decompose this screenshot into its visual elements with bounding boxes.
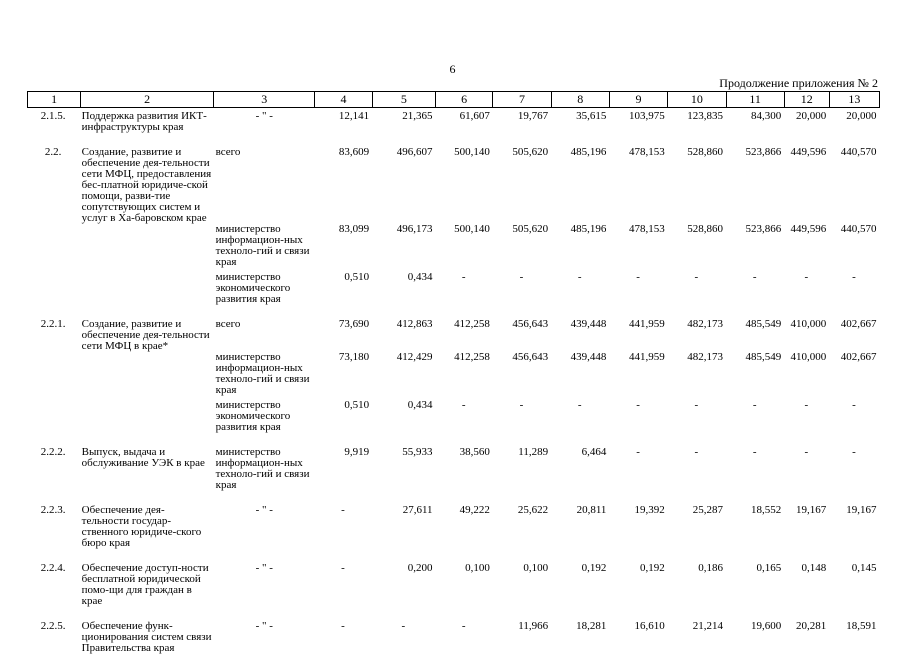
value-cell: 18,281: [551, 607, 609, 654]
value-cell: 0,165: [726, 549, 784, 607]
value-cell: 500,140: [436, 133, 493, 224]
value-cell: -: [726, 433, 784, 491]
page-number: 6: [0, 62, 905, 77]
value-cell: 412,863: [372, 305, 435, 352]
table-row: [28, 305, 880, 352]
responsible-party: министерство экономического развития края: [214, 396, 315, 433]
value-cell: -: [784, 433, 829, 491]
value-cell: 0,192: [609, 549, 667, 607]
item-name: Обеспечение доступ-ности бесплатной юридической помо-щи для граждан в крае: [81, 549, 214, 607]
header-cell: 12: [784, 92, 829, 108]
responsible-party: министерство информацион-ных техноло-гий и связи края: [214, 224, 315, 268]
value-cell: 440,570: [829, 224, 879, 268]
value-cell: 441,959: [609, 352, 667, 396]
value-cell: 0,192: [551, 549, 609, 607]
header-cell: 8: [551, 92, 609, 108]
value-cell: 73,180: [315, 352, 372, 396]
header-cell: 1: [28, 92, 81, 108]
item-number: 2.2.2.: [28, 433, 81, 491]
table-row: [28, 491, 880, 549]
header-cell: 9: [609, 92, 667, 108]
header-cell: 11: [726, 92, 784, 108]
item-number: 2.1.5.: [28, 108, 81, 134]
item-name: [81, 352, 214, 396]
value-cell: 528,860: [668, 133, 726, 224]
item-name: [81, 268, 214, 305]
value-cell: 19,767: [493, 108, 551, 134]
table-row: [28, 133, 880, 224]
value-cell: 496,173: [372, 224, 435, 268]
item-name: [81, 224, 214, 268]
value-cell: 410,000: [784, 352, 829, 396]
item-name: Выпуск, выдача и обслуживание УЭК в крае: [81, 433, 214, 491]
table-row: [28, 396, 880, 433]
item-name: Поддержка развития ИКТ-инфраструктуры края: [81, 108, 214, 134]
continuation-label: Продолжение приложения № 2: [719, 76, 878, 91]
value-cell: -: [493, 396, 551, 433]
value-cell: -: [315, 491, 372, 549]
value-cell: 6,464: [551, 433, 609, 491]
value-cell: -: [726, 268, 784, 305]
value-cell: -: [668, 396, 726, 433]
item-number: [28, 224, 81, 268]
value-cell: 439,448: [551, 305, 609, 352]
responsible-party: - " -: [214, 491, 315, 549]
value-cell: 0,186: [668, 549, 726, 607]
table-row: [28, 268, 880, 305]
value-cell: -: [609, 268, 667, 305]
value-cell: -: [784, 268, 829, 305]
header-cell: 5: [372, 92, 435, 108]
value-cell: 11,289: [493, 433, 551, 491]
value-cell: 505,620: [493, 133, 551, 224]
header-cell: 6: [436, 92, 493, 108]
responsible-party: - " -: [214, 607, 315, 654]
value-cell: 83,099: [315, 224, 372, 268]
value-cell: 482,173: [668, 352, 726, 396]
value-cell: 496,607: [372, 133, 435, 224]
value-cell: 0,510: [315, 396, 372, 433]
value-cell: -: [551, 396, 609, 433]
value-cell: 20,000: [829, 108, 879, 134]
header-cell: 4: [315, 92, 372, 108]
value-cell: 20,811: [551, 491, 609, 549]
item-number: 2.2.1.: [28, 305, 81, 352]
value-cell: -: [668, 268, 726, 305]
value-cell: 485,549: [726, 352, 784, 396]
table-row: [28, 352, 880, 396]
value-cell: 0,148: [784, 549, 829, 607]
value-cell: 0,434: [372, 268, 435, 305]
value-cell: -: [726, 396, 784, 433]
value-cell: 505,620: [493, 224, 551, 268]
value-cell: -: [436, 396, 493, 433]
header-row: [28, 92, 880, 108]
value-cell: 500,140: [436, 224, 493, 268]
header-cell: 3: [214, 92, 315, 108]
item-name: Обеспечение дея-тельности государ-ственного юридиче-ского бюро края: [81, 491, 214, 549]
value-cell: 485,196: [551, 133, 609, 224]
item-number: [28, 396, 81, 433]
value-cell: 9,919: [315, 433, 372, 491]
value-cell: 20,281: [784, 607, 829, 654]
value-cell: -: [829, 268, 879, 305]
header-cell: 7: [493, 92, 551, 108]
value-cell: -: [493, 268, 551, 305]
value-cell: 55,933: [372, 433, 435, 491]
budget-table: [27, 91, 880, 654]
value-cell: 441,959: [609, 305, 667, 352]
item-number: 2.2.5.: [28, 607, 81, 654]
item-number: 2.2.: [28, 133, 81, 224]
value-cell: 20,000: [784, 108, 829, 134]
value-cell: 123,835: [668, 108, 726, 134]
value-cell: 21,214: [668, 607, 726, 654]
value-cell: 18,552: [726, 491, 784, 549]
item-name: Создание, развитие и обеспечение дея-тельности сети МФЦ, предоставления бес-платной юридиче-ской помощи, разви-тие сопутствующих систем и услуг в Ха-баровском крае: [81, 133, 214, 224]
header-cell: 13: [829, 92, 879, 108]
value-cell: 0,510: [315, 268, 372, 305]
value-cell: 73,690: [315, 305, 372, 352]
item-number: 2.2.4.: [28, 549, 81, 607]
item-name: Создание, развитие и обеспечение дея-тельности сети МФЦ в крае*: [81, 305, 214, 352]
value-cell: -: [315, 549, 372, 607]
table-row: [28, 607, 880, 654]
value-cell: -: [784, 396, 829, 433]
value-cell: -: [315, 607, 372, 654]
value-cell: 528,860: [668, 224, 726, 268]
value-cell: -: [436, 607, 493, 654]
value-cell: 478,153: [609, 224, 667, 268]
responsible-party: всего: [214, 305, 315, 352]
value-cell: 0,100: [436, 549, 493, 607]
responsible-party: министерство экономического развития края: [214, 268, 315, 305]
header-cell: 10: [668, 92, 726, 108]
value-cell: 103,975: [609, 108, 667, 134]
value-cell: -: [609, 433, 667, 491]
value-cell: -: [551, 268, 609, 305]
value-cell: 0,145: [829, 549, 879, 607]
value-cell: 35,615: [551, 108, 609, 134]
value-cell: 49,222: [436, 491, 493, 549]
responsible-party: всего: [214, 133, 315, 224]
item-name: Обеспечение функ-ционирования систем связи Правительства края: [81, 607, 214, 654]
value-cell: 456,643: [493, 305, 551, 352]
value-cell: 61,607: [436, 108, 493, 134]
value-cell: 440,570: [829, 133, 879, 224]
header-cell: 2: [81, 92, 214, 108]
value-cell: 27,611: [372, 491, 435, 549]
value-cell: 25,287: [668, 491, 726, 549]
value-cell: 19,392: [609, 491, 667, 549]
value-cell: 402,667: [829, 352, 879, 396]
value-cell: 410,000: [784, 305, 829, 352]
responsible-party: - " -: [214, 549, 315, 607]
table-row: [28, 549, 880, 607]
value-cell: 19,600: [726, 607, 784, 654]
responsible-party: министерство информацион-ных техноло-гий и связи края: [214, 352, 315, 396]
value-cell: 38,560: [436, 433, 493, 491]
value-cell: -: [668, 433, 726, 491]
value-cell: 449,596: [784, 133, 829, 224]
item-number: [28, 352, 81, 396]
value-cell: 0,434: [372, 396, 435, 433]
item-number: 2.2.3.: [28, 491, 81, 549]
value-cell: 0,200: [372, 549, 435, 607]
value-cell: -: [829, 433, 879, 491]
value-cell: 21,365: [372, 108, 435, 134]
value-cell: 19,167: [784, 491, 829, 549]
value-cell: 84,300: [726, 108, 784, 134]
value-cell: -: [609, 396, 667, 433]
table-row: [28, 224, 880, 268]
responsible-party: министерство информацион-ных техноло-гий и связи края: [214, 433, 315, 491]
value-cell: 523,866: [726, 224, 784, 268]
value-cell: 0,100: [493, 549, 551, 607]
value-cell: 523,866: [726, 133, 784, 224]
value-cell: -: [436, 268, 493, 305]
table-row: [28, 108, 880, 134]
value-cell: 25,622: [493, 491, 551, 549]
value-cell: 18,591: [829, 607, 879, 654]
value-cell: 456,643: [493, 352, 551, 396]
value-cell: 12,141: [315, 108, 372, 134]
value-cell: 482,173: [668, 305, 726, 352]
value-cell: 478,153: [609, 133, 667, 224]
value-cell: -: [829, 396, 879, 433]
value-cell: 439,448: [551, 352, 609, 396]
value-cell: 449,596: [784, 224, 829, 268]
value-cell: -: [372, 607, 435, 654]
value-cell: 412,258: [436, 305, 493, 352]
value-cell: 485,196: [551, 224, 609, 268]
item-name: [81, 396, 214, 433]
value-cell: 402,667: [829, 305, 879, 352]
table-body: [28, 108, 880, 654]
value-cell: 412,258: [436, 352, 493, 396]
item-number: [28, 268, 81, 305]
value-cell: 11,966: [493, 607, 551, 654]
value-cell: 16,610: [609, 607, 667, 654]
value-cell: 412,429: [372, 352, 435, 396]
value-cell: 83,609: [315, 133, 372, 224]
value-cell: 19,167: [829, 491, 879, 549]
table-row: [28, 433, 880, 491]
responsible-party: - " -: [214, 108, 315, 134]
value-cell: 485,549: [726, 305, 784, 352]
